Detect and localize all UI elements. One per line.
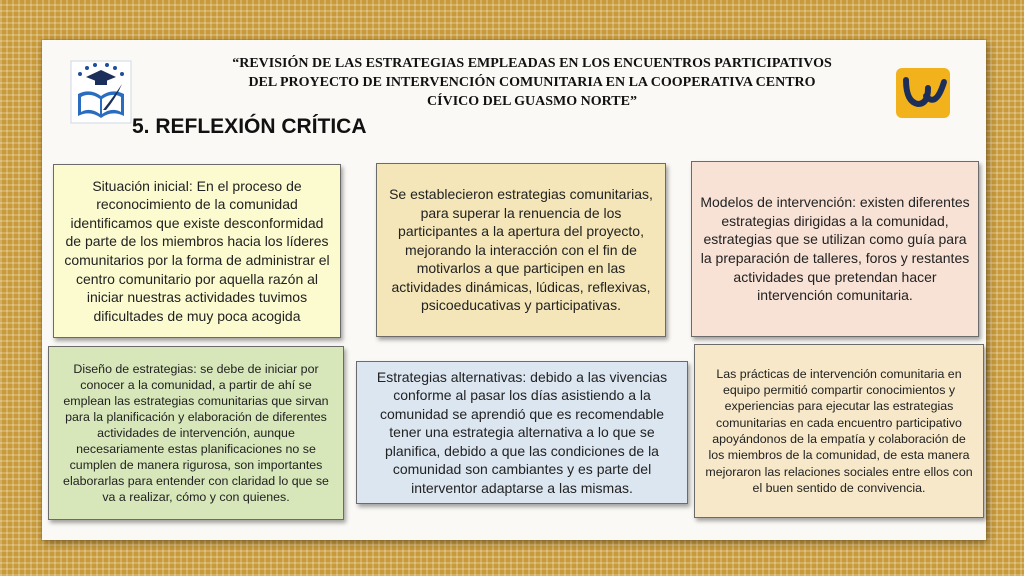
slide-panel: [42, 40, 986, 540]
diseno-estrategias-box: [48, 346, 344, 520]
practicas-intervencion-text: Las prácticas de intervención comunitaria en equipo permitió compartir conocimientos y experiencias para ejecutar las estrategias comunitarias en cada encuentro participativo apoyándonos de la empatía y colaboración de los miembros de la comunidad, de esta manera mejoraron las relaciones sociales entre ellos con el buen sentido de convivencia.: [705, 366, 973, 495]
section-heading: 5. REFLEXIÓN CRÍTICA: [132, 115, 367, 138]
situacion-inicial-box: [53, 164, 341, 338]
practicas-intervencion-box: [694, 344, 984, 518]
situacion-inicial-text: Situación inicial: En el proceso de reconocimiento de la comunidad identificamos que existe desconformidad de parte de los miembros hacia los líderes comunitarios por la forma de administrar el centro comunitario por aquella razón al iniciar nuestras actividades tuvimos dificultades de muy poca acogida: [64, 177, 330, 324]
estrategias-comunitarias-text: Se establecieron estrategias comunitarias, para superar la renuencia de los participantes a la apertura del proyecto, mejorando la interacción con el fin de motivarlos a que participen en las actividades dinámicas, lúdicas, reflexivas, psicoeducativas y participativas.: [389, 185, 653, 314]
estrategias-comunitarias-box: [376, 163, 666, 337]
modelos-intervencion-box: [691, 161, 979, 337]
book-quill-logo-icon: [70, 60, 132, 124]
estrategias-alternativas-box: [356, 361, 688, 504]
estrategias-alternativas-text: Estrategias alternativas: debido a las vivencias conforme al pasar los días asistiendo a la comunidad se aprendió que es recomendable tener una estrategia alternativa a lo que se planifica, debido a que las condiciones de la comunidad son cambiantes y es parte del interventor adaptarse a las mismas.: [376, 368, 668, 496]
modelos-intervencion-text: Modelos de intervención: existen diferentes estrategias dirigidas a la comunidad, estrategias que se utilizan como guía para la preparación de talleres, foros y restantes actividades que pretendan hacer intervención comunitaria.: [700, 194, 970, 304]
diseno-estrategias-text: Diseño de estrategias: se debe de iniciar por conocer a la comunidad, a partir de ahí se emplean las estrategias comunitarias que sirvan para la planificación y elaboración de diferentes actividades de intervención, aunque necesariamente estas planificaciones no se cumplen de manera rigurosa, son importantes elaborarlas para entender con claridad lo que se va a realizar, cómo y con quienes.: [63, 361, 329, 505]
university-logo-icon: [892, 66, 954, 120]
slide-title: “REVISIÓN DE LAS ESTRATEGIAS EMPLEADAS EN LOS ENCUENTROS PARTICIPATIVOS DEL PROYECTO DE INTERVENCIÓN COMUNITARIA EN LA COOPERATIVA CENTRO CÍVICO DEL GUASMO NORTE”: [232, 56, 832, 109]
